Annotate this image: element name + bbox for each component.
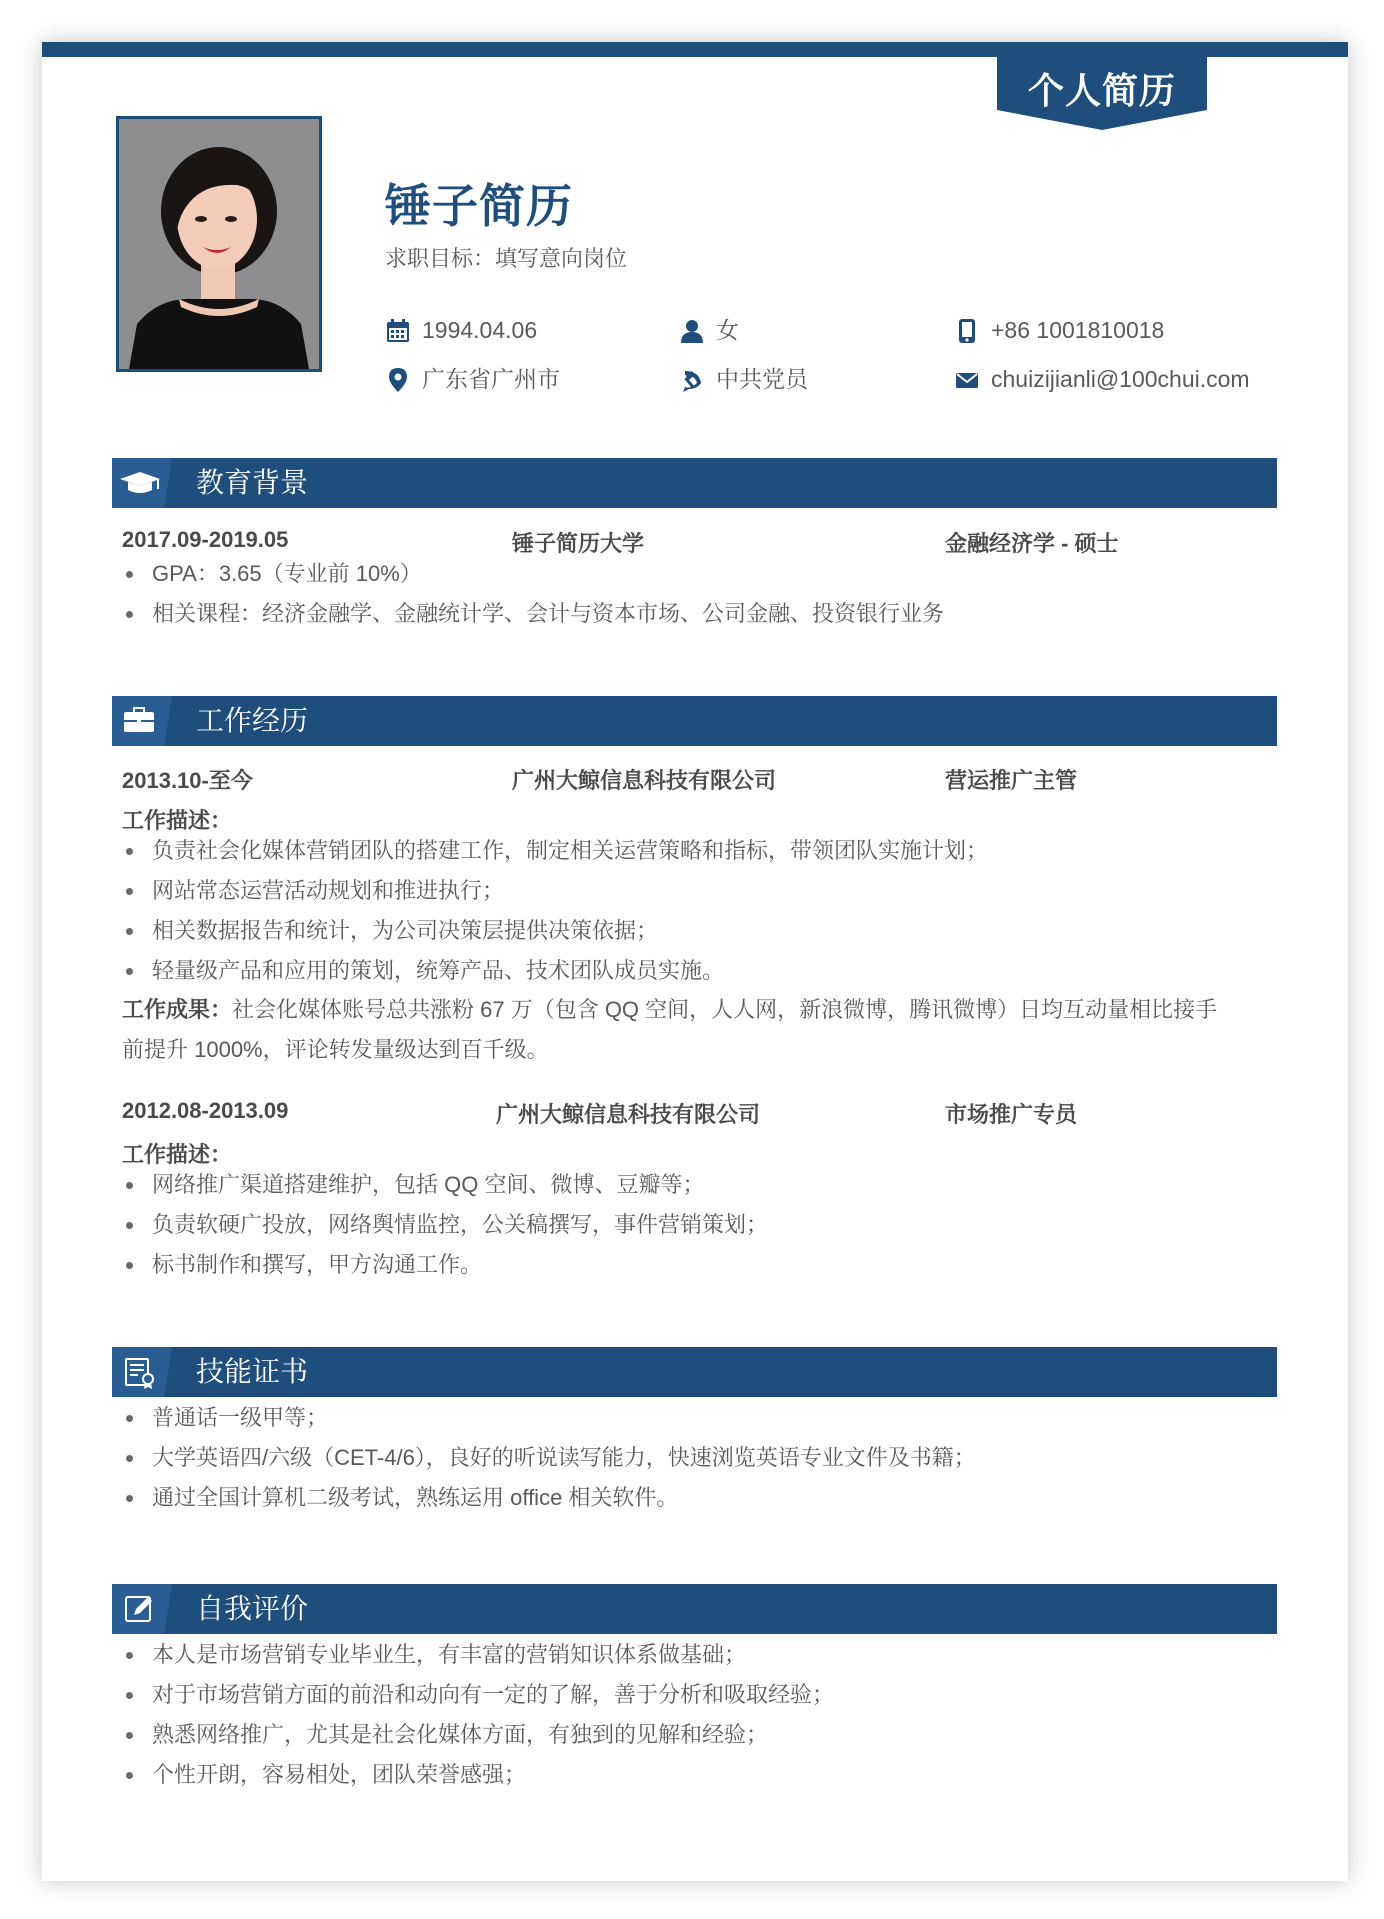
job-period: 2013.10-至今 [122,768,253,793]
email-text: chuizijianli@100chui.com [991,366,1250,392]
resume-badge [997,56,1207,130]
job-result-line1: 社会化媒体账号总共涨粉 67 万（包含 QQ 空间，人人网，新浪微博，腾讯微博）日均互动量相比接手 [232,997,1218,1022]
list-item: 轻量级产品和应用的策划，统筹产品、技术团队成员实施。 [122,951,988,991]
map-pin-icon [385,367,411,393]
job-position: 营运推广主管 [945,768,1078,793]
envelope-icon [954,367,980,393]
job-result-line2: 前提升 1000%，评论转发量级达到百千级。 [122,1037,549,1062]
job-bullets [122,831,988,991]
phone-text: +86 1001810018 [991,317,1165,343]
skills-title: 技能证书 [196,1356,309,1387]
party-emblem-icon [679,367,705,393]
list-item: 大学英语四/六级（CET-4/6），良好的听说读写能力，快速浏览英语专业文件及书籍； [122,1438,976,1478]
list-item: 标书制作和撰写，甲方沟通工作。 [122,1245,768,1285]
list-item: 网站常态运营活动规划和推进执行； [122,871,988,911]
job-bullets [122,1165,768,1285]
list-item: 对于市场营销方面的前沿和动向有一定的了解，善于分析和吸取经验； [122,1675,834,1715]
list-item: 个性开朗，容易相处，团队荣誉感强； [122,1755,834,1795]
resume-page [42,42,1348,1881]
edit-icon [112,1584,172,1634]
political-text: 中共党员 [716,366,808,392]
education-period: 2017.09-2019.05 [122,527,289,552]
education-school: 锤子简历大学 [512,531,645,556]
skills-header [112,1347,1277,1397]
education-header [112,458,1277,508]
self-eval-bullets [122,1635,834,1795]
briefcase-icon [112,696,172,746]
self-eval-title: 自我评价 [196,1593,309,1624]
profile-photo [116,116,322,372]
work-title: 工作经历 [196,705,309,736]
work-header [112,696,1277,746]
list-item: 相关数据报告和统计，为公司决策层提供决策依据； [122,911,988,951]
skills-bullets [122,1398,976,1518]
job-objective: 求职目标：填写意向岗位 [385,246,628,271]
job-company: 广州大鲸信息科技有限公司 [512,768,777,793]
self-eval-header [112,1584,1277,1634]
education-major: 金融经济学 - 硕士 [945,531,1119,556]
job-result [122,990,1272,1030]
gender-text: 女 [716,317,739,343]
job-result-label: 工作成果： [122,997,233,1022]
birthday-text: 1994.04.06 [422,317,538,343]
list-item: 熟悉网络推广，尤其是社会化媒体方面，有独到的见解和经验； [122,1715,834,1755]
job-desc-label: 工作描述： [122,1142,233,1167]
list-item: 负责软硬广投放，网络舆情监控，公关稿撰写，事件营销策划； [122,1205,768,1245]
job-result-continuation [122,1030,1272,1070]
top-accent-bar [42,42,1348,57]
list-item: 网络推广渠道搭建维护，包括 QQ 空间、微博、豆瓣等； [122,1165,768,1205]
mobile-phone-icon [954,318,980,344]
certificate-icon [112,1347,172,1397]
education-title: 教育背景 [196,467,309,498]
list-item: 本人是市场营销专业毕业生，有丰富的营销知识体系做基础； [122,1635,834,1675]
list-item: 通过全国计算机二级考试，熟练运用 office 相关软件。 [122,1478,976,1518]
list-item: 相关课程：经济金融学、金融统计学、会计与资本市场、公司金融、投资银行业务 [122,594,944,634]
person-name: 锤子简历 [385,180,573,232]
job-company: 广州大鲸信息科技有限公司 [496,1102,761,1127]
job-position: 市场推广专员 [945,1102,1078,1127]
calendar-icon [385,318,411,344]
list-item: 负责社会化媒体营销团队的搭建工作，制定相关运营策略和指标，带领团队实施计划； [122,831,988,871]
job-desc-label: 工作描述： [122,808,233,833]
badge-title: 个人简历 [1027,70,1176,111]
list-item: GPA：3.65（专业前 10%） [122,554,944,594]
education-bullets [122,554,944,634]
list-item: 普通话一级甲等； [122,1398,976,1438]
job-period: 2012.08-2013.09 [122,1098,289,1123]
graduation-cap-icon [112,458,172,508]
user-icon [679,318,705,344]
location-text: 广东省广州市 [422,366,560,392]
